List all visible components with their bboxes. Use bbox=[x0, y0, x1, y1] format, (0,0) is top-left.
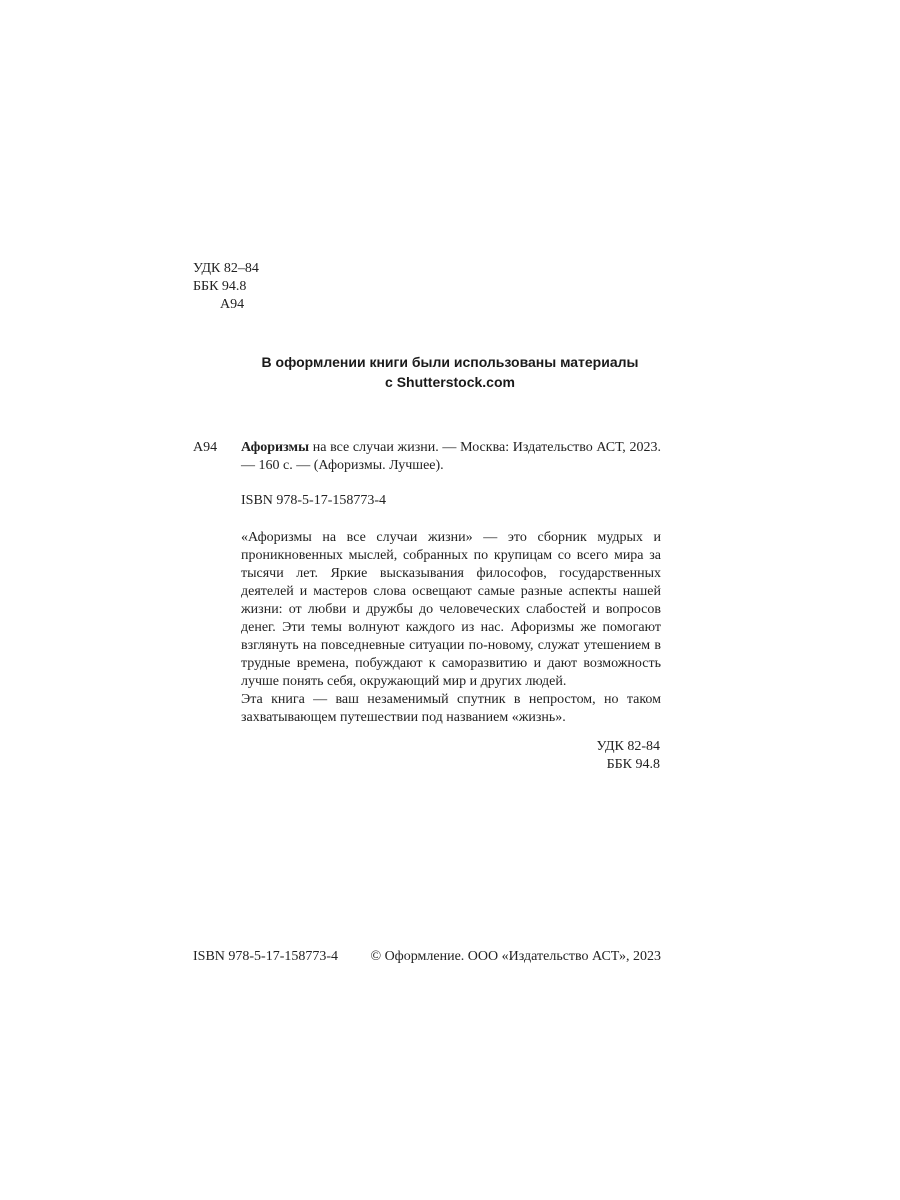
classification-codes bbox=[193, 260, 259, 314]
bottom-udk-code: УДК 82-84 bbox=[596, 739, 660, 754]
catalog-body bbox=[241, 439, 661, 727]
bbk-code: ББК 94.8 bbox=[193, 279, 247, 294]
book-title: Афоризмы bbox=[241, 440, 310, 455]
annotation-paragraph-2: Эта книга — ваш незаменимый спутник в непростом, но таком захватывающем путешествии под названием «жизнь». bbox=[241, 692, 661, 725]
bottom-bbk-code: ББК 94.8 bbox=[606, 757, 660, 772]
annotation bbox=[241, 529, 661, 727]
udk-code: УДК 82–84 bbox=[193, 261, 259, 276]
copyright-notice: © Оформление. ООО «Издательство АСТ», 2023 bbox=[370, 949, 661, 964]
bibliographic-record bbox=[241, 439, 661, 475]
credits-line-2: с Shutterstock.com bbox=[385, 374, 515, 390]
credits-line-1: В оформлении книги были использованы материалы bbox=[261, 354, 639, 370]
cutter-code: А94 bbox=[220, 297, 245, 312]
image-credits bbox=[200, 352, 700, 392]
bottom-classification-codes bbox=[596, 738, 660, 774]
catalog-cutter: А94 bbox=[193, 440, 218, 455]
annotation-paragraph-1: «Афоризмы на все случаи жизни» — это сборник мудрых и проникновенных мыслей, собранных по крупицам со всего мира за тысячи лет. Яркие высказывания философов, государственных деятелей и мастеров слова освещают самые разные аспекты нашей жизни: от любви и дружбы до человеческих слабостей и вопросов денег. Эти темы волнуют каждого из нас. Афоризмы же помогают взглянуть на повседневные ситуации по-новому, служат утешением в трудные времена, побуждают к саморазвитию и дают возможность лучше понять себя, окружающий мир и других людей. bbox=[241, 530, 661, 689]
catalog-card bbox=[193, 439, 661, 727]
bibliographic-details: на все случаи жизни. — Москва: Издательство АСТ, 2023. — 160 с. — (Афоризмы. Лучшее). bbox=[241, 440, 661, 473]
catalog-isbn: ISBN 978-5-17-158773-4 bbox=[241, 493, 387, 508]
footer-isbn: ISBN 978-5-17-158773-4 bbox=[193, 949, 339, 964]
